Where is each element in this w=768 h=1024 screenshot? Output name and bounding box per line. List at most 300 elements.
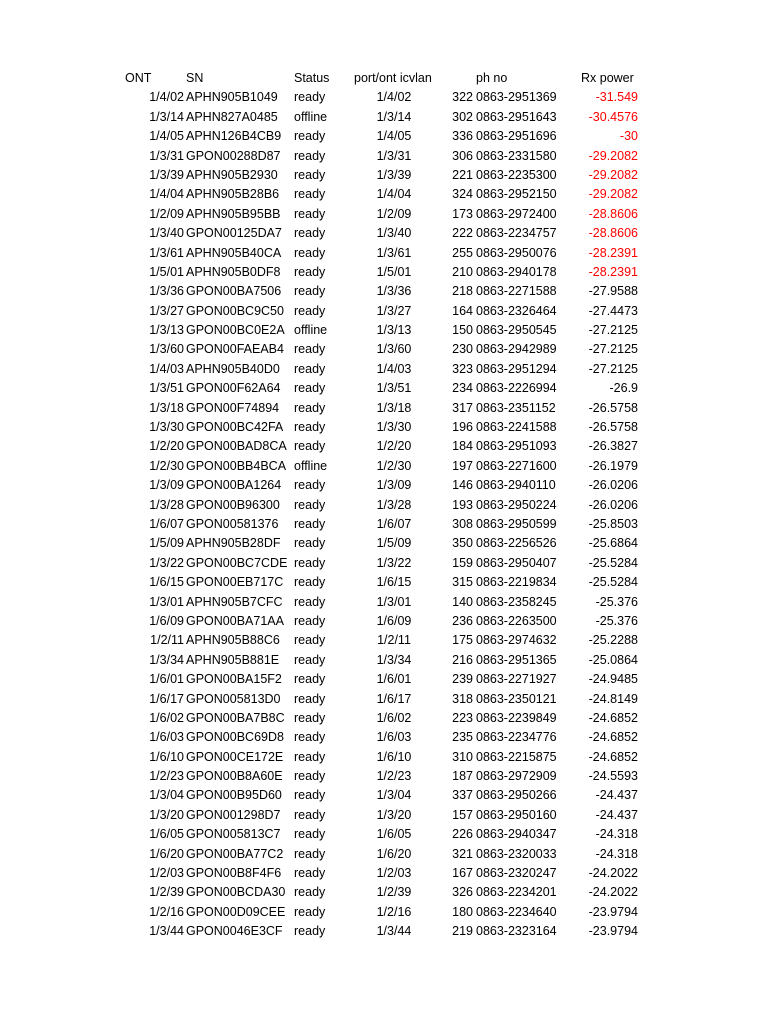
vlan-cell: 318	[452, 691, 473, 706]
ont-cell: 1/3/31	[149, 148, 184, 163]
vlan-cell: 317	[452, 400, 473, 415]
rx-power-cell: -24.437	[595, 788, 638, 803]
vlan-cell: 321	[452, 846, 473, 861]
ont-cell: 1/6/03	[149, 730, 184, 745]
rx-power-cell: -25.5284	[588, 555, 638, 570]
sn-cell: GPON00BB4BCA	[186, 458, 287, 473]
port-cell: 1/3/31	[376, 148, 412, 163]
sn-cell: GPON0046E3CF	[186, 924, 283, 939]
table-row	[0, 748, 768, 767]
table-row	[0, 263, 768, 282]
sn-cell: GPON00BC7CDE	[186, 555, 288, 570]
port-cell: 1/3/18	[376, 400, 412, 415]
phone-cell: 0863-2271588	[476, 284, 557, 299]
port-cell: 1/4/02	[376, 90, 412, 105]
table-row	[0, 340, 768, 359]
table-row	[0, 903, 768, 922]
vlan-cell: 173	[452, 206, 473, 221]
ont-cell: 1/3/51	[149, 381, 184, 396]
rx-power-cell: -28.2391	[588, 245, 638, 260]
sn-cell: GPON00EB717C	[186, 575, 284, 590]
ont-cell: 1/4/05	[149, 129, 184, 144]
table-row	[0, 864, 768, 883]
table-row	[0, 399, 768, 418]
ont-cell: 1/2/23	[149, 769, 184, 784]
sn-cell: GPON00BA77C2	[186, 846, 284, 861]
table-row	[0, 418, 768, 437]
rx-power-cell: -24.8149	[588, 691, 638, 706]
table-row	[0, 321, 768, 340]
status-cell: ready	[294, 148, 326, 163]
header-ph-no: ph no	[476, 71, 508, 85]
table-row	[0, 786, 768, 805]
vlan-cell: 235	[452, 730, 473, 745]
status-cell: ready	[294, 788, 326, 803]
sn-cell: APHN905B2930	[186, 167, 278, 182]
rx-power-cell: -23.9794	[588, 904, 638, 919]
rx-power-cell: -27.2125	[588, 342, 638, 357]
port-cell: 1/3/44	[376, 924, 412, 939]
status-cell: ready	[294, 710, 326, 725]
port-cell: 1/3/36	[376, 284, 412, 299]
sn-cell: GPON00BC69D8	[186, 730, 284, 745]
ont-cell: 1/3/36	[149, 284, 184, 299]
phone-cell: 0863-2215875	[476, 749, 557, 764]
ont-cell: 1/6/05	[149, 827, 184, 842]
ont-cell: 1/6/20	[149, 846, 184, 861]
port-cell: 1/3/22	[376, 555, 412, 570]
table-row	[0, 631, 768, 650]
ont-cell: 1/3/13	[149, 323, 184, 338]
table-row	[0, 593, 768, 612]
vlan-cell: 315	[452, 575, 473, 590]
status-cell: ready	[294, 439, 326, 454]
phone-cell: 0863-2234757	[476, 226, 557, 241]
table-row	[0, 127, 768, 146]
table-row	[0, 728, 768, 747]
sn-cell: APHN905B7CFC	[186, 594, 283, 609]
rx-power-cell: -26.9	[609, 381, 638, 396]
phone-cell: 0863-2326464	[476, 303, 557, 318]
table-row	[0, 825, 768, 844]
phone-cell: 0863-2940178	[476, 264, 557, 279]
table-row	[0, 767, 768, 786]
sn-cell: APHN126B4CB9	[186, 129, 282, 144]
status-cell: ready	[294, 555, 326, 570]
vlan-cell: 308	[452, 516, 473, 531]
status-cell: ready	[294, 497, 326, 512]
rx-power-cell: -30	[619, 129, 638, 144]
port-cell: 1/3/13	[376, 323, 412, 338]
phone-cell: 0863-2950076	[476, 245, 557, 260]
rx-power-cell: -25.376	[595, 613, 638, 628]
status-cell: ready	[294, 342, 326, 357]
ont-cell: 1/3/60	[149, 342, 184, 357]
port-cell: 1/3/30	[376, 420, 412, 435]
ont-cell: 1/3/01	[149, 594, 184, 609]
status-cell: ready	[294, 846, 326, 861]
rx-power-cell: -24.6852	[588, 730, 638, 745]
port-cell: 1/6/10	[376, 749, 412, 764]
sn-cell: GPON00BC0E2A	[186, 323, 285, 338]
status-cell: ready	[294, 167, 326, 182]
vlan-cell: 175	[452, 633, 473, 648]
vlan-cell: 221	[452, 167, 473, 182]
header-ont: ONT	[125, 71, 152, 85]
port-cell: 1/4/03	[376, 361, 412, 376]
port-cell: 1/3/27	[376, 303, 412, 318]
status-cell: ready	[294, 866, 326, 881]
sn-cell: APHN905B881E	[186, 652, 280, 667]
sn-cell: APHN905B1049	[186, 90, 278, 105]
phone-cell: 0863-2951294	[476, 361, 557, 376]
table-row	[0, 457, 768, 476]
phone-cell: 0863-2323164	[476, 924, 557, 939]
vlan-cell: 159	[452, 555, 473, 570]
header-port-vlan: port/ont icvlan	[354, 71, 432, 85]
phone-cell: 0863-2219834	[476, 575, 557, 590]
status-cell: ready	[294, 769, 326, 784]
table-row	[0, 360, 768, 379]
phone-cell: 0863-2234776	[476, 730, 557, 745]
table-row	[0, 437, 768, 456]
phone-cell: 0863-2940347	[476, 827, 557, 842]
table-row	[0, 185, 768, 204]
phone-cell: 0863-2256526	[476, 536, 557, 551]
sn-cell: APHN905B88C6	[186, 633, 280, 648]
vlan-cell: 157	[452, 807, 473, 822]
rx-power-cell: -27.2125	[588, 323, 638, 338]
vlan-cell: 197	[452, 458, 473, 473]
phone-cell: 0863-2241588	[476, 420, 557, 435]
table-row	[0, 476, 768, 495]
sn-cell: APHN905B95BB	[186, 206, 281, 221]
sn-cell: GPON00CE172E	[186, 749, 284, 764]
vlan-cell: 218	[452, 284, 473, 299]
rx-power-cell: -24.318	[595, 827, 638, 842]
phone-cell: 0863-2226994	[476, 381, 557, 396]
vlan-cell: 150	[452, 323, 473, 338]
rx-power-cell: -27.2125	[588, 361, 638, 376]
vlan-cell: 164	[452, 303, 473, 318]
ont-cell: 1/2/20	[149, 439, 184, 454]
ont-cell: 1/3/04	[149, 788, 184, 803]
ont-cell: 1/4/02	[149, 90, 184, 105]
sn-cell: GPON00BC9C50	[186, 303, 284, 318]
rx-power-cell: -26.1979	[588, 458, 638, 473]
sn-cell: GPON005813C7	[186, 827, 281, 842]
table-row	[0, 534, 768, 553]
sn-cell: APHN905B0DF8	[186, 264, 281, 279]
rx-power-cell: -25.2288	[588, 633, 638, 648]
ont-cell: 1/6/01	[149, 672, 184, 687]
rx-power-cell: -25.6864	[588, 536, 638, 551]
ont-cell: 1/6/15	[149, 575, 184, 590]
rx-power-cell: -28.8606	[588, 226, 638, 241]
phone-cell: 0863-2234201	[476, 885, 557, 900]
status-cell: ready	[294, 284, 326, 299]
phone-cell: 0863-2271927	[476, 672, 557, 687]
status-cell: ready	[294, 206, 326, 221]
vlan-cell: 226	[452, 827, 473, 842]
port-cell: 1/6/02	[376, 710, 412, 725]
phone-cell: 0863-2950160	[476, 807, 557, 822]
table-row	[0, 205, 768, 224]
ont-cell: 1/2/03	[149, 866, 184, 881]
vlan-cell: 255	[452, 245, 473, 260]
port-cell: 1/3/28	[376, 497, 412, 512]
table-row	[0, 147, 768, 166]
ont-cell: 1/2/11	[150, 633, 184, 648]
table-row	[0, 709, 768, 728]
status-cell: ready	[294, 420, 326, 435]
phone-cell: 0863-2950599	[476, 516, 557, 531]
status-cell: ready	[294, 90, 326, 105]
table-row	[0, 224, 768, 243]
sn-cell: GPON00BA15F2	[186, 672, 282, 687]
phone-cell: 0863-2952150	[476, 187, 557, 202]
vlan-cell: 196	[452, 420, 473, 435]
status-cell: ready	[294, 129, 326, 144]
rx-power-cell: -24.2022	[588, 885, 638, 900]
phone-cell: 0863-2942989	[476, 342, 557, 357]
rx-power-cell: -27.9588	[588, 284, 638, 299]
port-cell: 1/6/05	[376, 827, 412, 842]
rx-power-cell: -29.2082	[588, 167, 638, 182]
sn-cell: GPON00B8A60E	[186, 769, 283, 784]
port-cell: 1/6/17	[376, 691, 412, 706]
phone-cell: 0863-2234640	[476, 904, 557, 919]
phone-cell: 0863-2951365	[476, 652, 557, 667]
phone-cell: 0863-2951643	[476, 109, 557, 124]
sn-cell: GPON00BA1264	[186, 478, 282, 493]
ont-cell: 1/3/27	[149, 303, 184, 318]
ont-cell: 1/3/18	[149, 400, 184, 415]
port-cell: 1/6/15	[376, 575, 412, 590]
port-cell: 1/6/07	[376, 516, 412, 531]
rx-power-cell: -24.6852	[588, 749, 638, 764]
vlan-cell: 234	[452, 381, 473, 396]
phone-cell: 0863-2950224	[476, 497, 557, 512]
vlan-cell: 323	[452, 361, 473, 376]
rx-power-cell: -27.4473	[588, 303, 638, 318]
phone-cell: 0863-2972909	[476, 769, 557, 784]
vlan-cell: 322	[452, 90, 473, 105]
status-cell: ready	[294, 691, 326, 706]
status-cell: ready	[294, 904, 326, 919]
ont-cell: 1/3/14	[149, 109, 184, 124]
sn-cell: APHN905B40D0	[186, 361, 280, 376]
sn-cell: GPON00BA7506	[186, 284, 282, 299]
port-cell: 1/3/40	[376, 226, 412, 241]
rx-power-cell: -28.2391	[588, 264, 638, 279]
vlan-cell: 337	[452, 788, 473, 803]
table-row	[0, 612, 768, 631]
table-row	[0, 166, 768, 185]
phone-cell: 0863-2351152	[476, 400, 556, 415]
rx-power-cell: -24.5593	[588, 769, 638, 784]
phone-cell: 0863-2235300	[476, 167, 557, 182]
sn-cell: GPON00BA71AA	[186, 613, 284, 628]
sn-cell: GPON00F62A64	[186, 381, 281, 396]
table-row	[0, 670, 768, 689]
status-cell: ready	[294, 749, 326, 764]
sn-cell: GPON00BAD8CA	[186, 439, 287, 454]
status-cell: ready	[294, 633, 326, 648]
vlan-cell: 306	[452, 148, 473, 163]
ont-cell: 1/3/22	[149, 555, 184, 570]
vlan-cell: 146	[452, 478, 473, 493]
ont-cell: 1/3/39	[149, 167, 184, 182]
sn-cell: GPON005813D0	[186, 691, 281, 706]
table-row	[0, 496, 768, 515]
vlan-cell: 336	[452, 129, 473, 144]
sn-cell: GPON00288D87	[186, 148, 281, 163]
ont-cell: 1/2/39	[149, 885, 184, 900]
phone-cell: 0863-2320247	[476, 866, 557, 881]
sn-cell: GPON00581376	[186, 516, 279, 531]
phone-cell: 0863-2950545	[476, 323, 557, 338]
ont-cell: 1/6/10	[149, 749, 184, 764]
status-cell: ready	[294, 807, 326, 822]
table-row	[0, 554, 768, 573]
status-cell: ready	[294, 516, 326, 531]
sn-cell: GPON00B8F4F6	[186, 866, 282, 881]
header-rx-power: Rx power	[581, 71, 634, 85]
port-cell: 1/4/05	[376, 129, 412, 144]
status-cell: offline	[294, 458, 328, 473]
ont-cell: 1/3/44	[149, 924, 184, 939]
port-cell: 1/3/04	[376, 788, 412, 803]
port-cell: 1/2/20	[376, 439, 412, 454]
vlan-cell: 219	[452, 924, 473, 939]
port-cell: 1/2/39	[376, 885, 412, 900]
ont-cell: 1/3/20	[149, 807, 184, 822]
port-cell: 1/6/20	[376, 846, 412, 861]
table-row	[0, 88, 768, 107]
rx-power-cell: -29.2082	[588, 187, 638, 202]
ont-cell: 1/5/09	[149, 536, 184, 551]
rx-power-cell: -26.0206	[588, 497, 638, 512]
ont-cell: 1/3/30	[149, 420, 184, 435]
vlan-cell: 239	[452, 672, 473, 687]
header-sn: SN	[186, 71, 204, 85]
status-cell: ready	[294, 672, 326, 687]
phone-cell: 0863-2950266	[476, 788, 557, 803]
rx-power-cell: -24.6852	[588, 710, 638, 725]
status-cell: ready	[294, 652, 326, 667]
table-row	[0, 806, 768, 825]
rx-power-cell: -28.8606	[588, 206, 638, 221]
status-cell: ready	[294, 264, 326, 279]
port-cell: 1/3/60	[376, 342, 412, 357]
port-cell: 1/2/09	[376, 206, 412, 221]
vlan-cell: 223	[452, 710, 473, 725]
status-cell: ready	[294, 303, 326, 318]
status-cell: ready	[294, 478, 326, 493]
table-row	[0, 651, 768, 670]
vlan-cell: 167	[452, 866, 473, 881]
port-cell: 1/3/34	[376, 652, 412, 667]
data-rows	[0, 88, 768, 941]
port-cell: 1/6/03	[376, 730, 412, 745]
rx-power-cell: -24.9485	[588, 672, 638, 687]
sn-cell: GPON00D09CEE	[186, 904, 286, 919]
sn-cell: APHN827A0485	[186, 109, 278, 124]
port-cell: 1/3/20	[376, 807, 412, 822]
rx-power-cell: -24.2022	[588, 866, 638, 881]
status-cell: ready	[294, 187, 326, 202]
ont-cell: 1/3/61	[149, 245, 184, 260]
status-cell: offline	[294, 109, 328, 124]
status-cell: ready	[294, 827, 326, 842]
vlan-cell: 324	[452, 187, 473, 202]
vlan-cell: 326	[452, 885, 473, 900]
rx-power-cell: -26.5758	[588, 420, 638, 435]
port-cell: 1/3/39	[376, 167, 412, 182]
status-cell: ready	[294, 613, 326, 628]
sn-cell: GPON00F74894	[186, 400, 280, 415]
phone-cell: 0863-2331580	[476, 148, 557, 163]
vlan-cell: 222	[452, 226, 473, 241]
status-cell: ready	[294, 575, 326, 590]
status-cell: ready	[294, 536, 326, 551]
status-cell: ready	[294, 245, 326, 260]
vlan-cell: 230	[452, 342, 473, 357]
sn-cell: GPON00BA7B8C	[186, 710, 285, 725]
vlan-cell: 310	[452, 749, 473, 764]
port-cell: 1/2/23	[376, 769, 412, 784]
phone-cell: 0863-2320033	[476, 846, 557, 861]
rx-power-cell: -25.5284	[588, 575, 638, 590]
status-cell: ready	[294, 924, 326, 939]
sn-cell: GPON00125DA7	[186, 226, 282, 241]
phone-cell: 0863-2271600	[476, 458, 557, 473]
sn-cell: GPON00BC42FA	[186, 420, 284, 435]
port-cell: 1/3/51	[376, 381, 412, 396]
phone-cell: 0863-2239849	[476, 710, 557, 725]
phone-cell: 0863-2358245	[476, 594, 557, 609]
table-row	[0, 883, 768, 902]
ont-cell: 1/3/09	[149, 478, 184, 493]
table-row	[0, 108, 768, 127]
rx-power-cell: -24.437	[595, 807, 638, 822]
phone-cell: 0863-2951369	[476, 90, 557, 105]
status-cell: ready	[294, 361, 326, 376]
rx-power-cell: -23.9794	[588, 924, 638, 939]
table-row	[0, 845, 768, 864]
ont-cell: 1/6/09	[149, 613, 184, 628]
status-cell: ready	[294, 885, 326, 900]
rx-power-cell: -24.318	[595, 846, 638, 861]
ont-cell: 1/2/09	[149, 206, 184, 221]
status-cell: ready	[294, 594, 326, 609]
port-cell: 1/6/01	[376, 672, 412, 687]
vlan-cell: 193	[452, 497, 473, 512]
rx-power-cell: -25.8503	[588, 516, 638, 531]
port-cell: 1/3/09	[376, 478, 412, 493]
spreadsheet-sheet	[0, 69, 768, 942]
table-row	[0, 922, 768, 941]
vlan-cell: 236	[452, 613, 473, 628]
sn-cell: GPON00BCDA30	[186, 885, 286, 900]
vlan-cell: 140	[452, 594, 473, 609]
vlan-cell: 184	[452, 439, 473, 454]
port-cell: 1/5/01	[376, 264, 412, 279]
port-cell: 1/6/09	[376, 613, 412, 628]
rx-power-cell: -30.4576	[588, 109, 638, 124]
sn-cell: APHN905B28DF	[186, 536, 281, 551]
